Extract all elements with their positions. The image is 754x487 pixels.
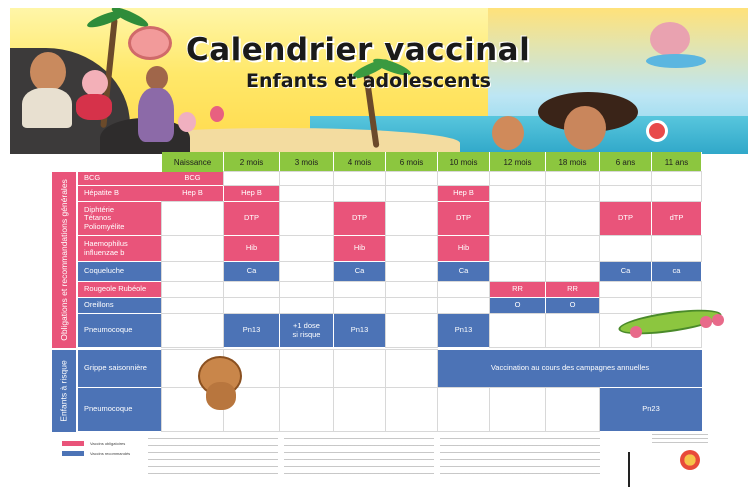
- column-header: 18 mois: [546, 152, 600, 172]
- empty-cell: [652, 172, 701, 185]
- empty-cell: [546, 202, 599, 235]
- empty-cell: [162, 262, 223, 281]
- empty-cell: [652, 236, 701, 261]
- footnote-text: [284, 438, 434, 474]
- empty-cell: [280, 172, 333, 185]
- empty-cell: [334, 298, 385, 313]
- empty-cell: [280, 388, 333, 431]
- empty-cell: [438, 282, 489, 297]
- mother-body-icon: [138, 88, 174, 142]
- empty-cell: [386, 314, 437, 347]
- empty-cell: [438, 298, 489, 313]
- column-header: 6 ans: [600, 152, 652, 172]
- vaccine-cell: BCG: [162, 172, 223, 185]
- row-label: Pneumocoque: [78, 314, 162, 347]
- empty-cell: [386, 202, 437, 235]
- vaccine-cell: dTP: [652, 202, 701, 235]
- ball-icon: [646, 120, 668, 142]
- row-label: Grippe saisonnière: [78, 350, 162, 387]
- empty-cell: [546, 314, 599, 347]
- empty-cell: [224, 298, 279, 313]
- empty-cell: [600, 236, 651, 261]
- vaccine-cell: DTP: [600, 202, 651, 235]
- row-label: BCG: [78, 172, 162, 185]
- surfer-icon: [650, 22, 690, 56]
- empty-cell: [162, 202, 223, 235]
- column-header: 3 mois: [280, 152, 334, 172]
- father-body-icon: [22, 88, 72, 128]
- vaccine-cell: DTP: [224, 202, 279, 235]
- empty-cell: [546, 186, 599, 201]
- empty-cell: [334, 172, 385, 185]
- vaccine-cell: Ca: [600, 262, 651, 281]
- column-header: 11 ans: [652, 152, 702, 172]
- empty-cell: [162, 298, 223, 313]
- boy-figure-icon: [492, 116, 524, 150]
- vaccine-cell: Pn13: [334, 314, 385, 347]
- empty-cell: [280, 202, 333, 235]
- empty-cell: [162, 314, 223, 347]
- row-label: Diphtérie Tétanos Poliomyélite: [78, 202, 162, 235]
- empty-cell: [490, 186, 545, 201]
- empty-cell: [490, 388, 545, 431]
- vaccine-cell: DTP: [438, 202, 489, 235]
- surfboard-icon: [646, 54, 706, 68]
- empty-cell: [652, 186, 701, 201]
- group-label-general: Obligations et recommandations générales: [52, 172, 76, 348]
- empty-cell: [162, 236, 223, 261]
- column-header: 4 mois: [334, 152, 386, 172]
- column-header: Naissance: [162, 152, 224, 172]
- empty-cell: [280, 186, 333, 201]
- empty-cell: [386, 388, 437, 431]
- child-body-icon: [76, 94, 112, 120]
- legend-label-recommended: Vaccins recommandés: [90, 451, 131, 456]
- vaccine-cell: +1 dose si risque: [280, 314, 333, 347]
- header-illustration: [10, 8, 748, 154]
- vaccine-cell: DTP: [334, 202, 385, 235]
- pacifier-icon: [128, 26, 172, 60]
- vaccine-cell: Hep B: [224, 186, 279, 201]
- empty-cell: [386, 262, 437, 281]
- empty-cell: [652, 282, 701, 297]
- ministry-logo-icon: [680, 450, 700, 470]
- empty-cell: [334, 186, 385, 201]
- empty-cell: [386, 186, 437, 201]
- empty-cell: [600, 172, 651, 185]
- column-header: 2 mois: [224, 152, 280, 172]
- empty-cell: [546, 236, 599, 261]
- empty-cell: [162, 282, 223, 297]
- vaccine-span-cell: Pn23: [600, 388, 702, 431]
- empty-cell: [546, 262, 599, 281]
- mother-figure-icon: [146, 66, 168, 90]
- empty-cell: [490, 172, 545, 185]
- row-label: Oreillons: [78, 298, 162, 313]
- empty-cell: [438, 388, 489, 431]
- wheel-icon: [630, 326, 642, 338]
- vaccine-cell: ca: [652, 262, 701, 281]
- kid-surfer-icon: [178, 112, 196, 132]
- empty-cell: [600, 186, 651, 201]
- girl-face-icon: [564, 106, 606, 150]
- vaccine-span-cell: Vaccination au cours des campagnes annuelles: [438, 350, 702, 387]
- vaccine-cell: Hib: [438, 236, 489, 261]
- column-header: 12 mois: [490, 152, 546, 172]
- empty-cell: [546, 388, 599, 431]
- empty-cell: [490, 202, 545, 235]
- legend-label-obligatory: Vaccins obligatoires: [90, 441, 126, 446]
- wheel-icon: [712, 314, 724, 326]
- teddy-bear-icon: [206, 382, 236, 410]
- row-label: Rougeole Rubéole: [78, 282, 162, 297]
- empty-cell: [280, 350, 333, 387]
- column-header: 10 mois: [438, 152, 490, 172]
- column-header: 6 mois: [386, 152, 438, 172]
- footnote-text: [652, 434, 708, 446]
- legend-swatch-recommended: [62, 451, 84, 456]
- empty-cell: [280, 236, 333, 261]
- vaccine-cell: Pn13: [224, 314, 279, 347]
- vaccine-cell: O: [546, 298, 599, 313]
- empty-cell: [334, 388, 385, 431]
- vaccine-cell: Pn13: [438, 314, 489, 347]
- page-title: Calendrier vaccinal: [186, 32, 531, 68]
- wheel-icon: [700, 316, 712, 328]
- child-figure-icon: [82, 70, 108, 96]
- row-label: Pneumocoque: [78, 388, 162, 431]
- row-label: Haemophilus influenzae b: [78, 236, 162, 261]
- father-figure-icon: [30, 52, 66, 92]
- page-subtitle: Enfants et adolescents: [246, 70, 491, 92]
- row-label: Hépatite B: [78, 186, 162, 201]
- vaccine-cell: Ca: [334, 262, 385, 281]
- kid-running-icon: [210, 106, 224, 122]
- divider-line: [628, 452, 630, 487]
- empty-cell: [438, 172, 489, 185]
- empty-cell: [224, 282, 279, 297]
- empty-cell: [280, 298, 333, 313]
- empty-cell: [386, 236, 437, 261]
- empty-cell: [280, 262, 333, 281]
- vaccine-cell: Hib: [224, 236, 279, 261]
- empty-cell: [334, 282, 385, 297]
- vaccine-cell: O: [490, 298, 545, 313]
- empty-cell: [280, 282, 333, 297]
- empty-cell: [490, 314, 545, 347]
- footnote-text: [440, 438, 600, 474]
- vaccine-cell: Hep B: [438, 186, 489, 201]
- vaccine-cell: RR: [490, 282, 545, 297]
- empty-cell: [386, 172, 437, 185]
- empty-cell: [490, 236, 545, 261]
- empty-cell: [386, 298, 437, 313]
- row-label: Coqueluche: [78, 262, 162, 281]
- vaccine-cell: Hib: [334, 236, 385, 261]
- vaccine-cell: Ca: [438, 262, 489, 281]
- vaccine-cell: Ca: [224, 262, 279, 281]
- vaccine-cell: RR: [546, 282, 599, 297]
- footnote-text: [148, 438, 278, 474]
- empty-cell: [490, 262, 545, 281]
- empty-cell: [386, 350, 437, 387]
- empty-cell: [334, 350, 385, 387]
- empty-cell: [224, 172, 279, 185]
- empty-cell: [546, 172, 599, 185]
- legend-swatch-obligatory: [62, 441, 84, 446]
- empty-cell: [600, 298, 651, 313]
- group-label-risk: Enfants à risque: [52, 350, 76, 432]
- vaccine-cell: Hep B: [162, 186, 223, 201]
- empty-cell: [600, 282, 651, 297]
- empty-cell: [386, 282, 437, 297]
